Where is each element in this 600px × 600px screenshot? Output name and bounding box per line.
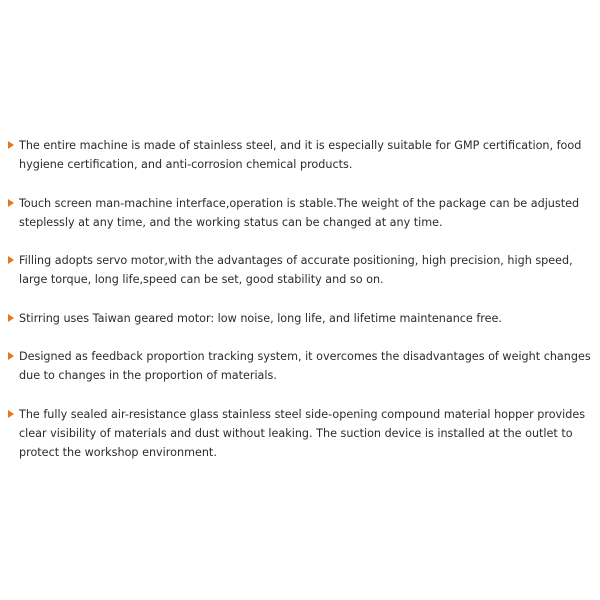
feature-item-tracking-system [6, 347, 596, 386]
triangle-bullet-icon [8, 352, 14, 360]
feature-item-material-hopper [6, 405, 596, 463]
feature-item-geared-motor [6, 309, 596, 328]
feature-item-stainless-steel [6, 136, 596, 175]
feature-text: Filling adopts servo motor,with the advantages of accurate positioning, high precision, high speed, large torque, long life,speed can be set, good stability and so on. [19, 254, 573, 287]
feature-text: The fully sealed air-resistance glass stainless steel side-opening compound material hopper provides clear visibility of materials and dust without leaking. The suction device is installed at the outlet to protect the workshop environment. [19, 407, 586, 460]
feature-text: The entire machine is made of stainless steel, and it is especially suitable for GMP certification, food hygiene certification, and anti-corrosion chemical products. [19, 139, 582, 172]
triangle-bullet-icon [8, 141, 14, 149]
feature-text: Touch screen man-machine interface,operation is stable.The weight of the package can be adjusted steplessly at any time, and the working status can be changed at any time. [19, 196, 580, 229]
feature-text: Stirring uses Taiwan geared motor: low noise, long life, and lifetime maintenance free. [19, 311, 502, 325]
feature-item-servo-motor [6, 251, 596, 290]
triangle-bullet-icon [8, 410, 14, 418]
feature-text: Designed as feedback proportion tracking system, it overcomes the disadvantages of weight changes due to changes in the proportion of materials. [19, 350, 591, 383]
triangle-bullet-icon [8, 256, 14, 264]
feature-item-touch-screen [6, 194, 596, 233]
triangle-bullet-icon [8, 314, 14, 322]
feature-list [6, 136, 596, 482]
triangle-bullet-icon [8, 199, 14, 207]
